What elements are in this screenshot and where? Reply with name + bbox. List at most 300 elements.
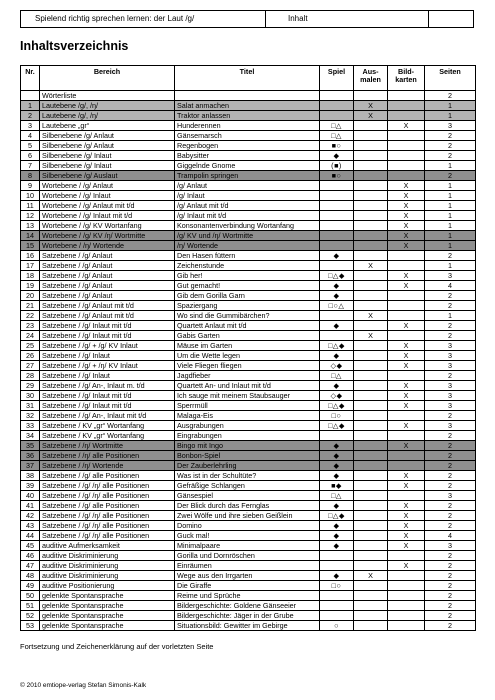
cell-seiten: 2: [425, 511, 476, 521]
cell-spiel: [320, 601, 354, 611]
cell-titel: Gut gemacht!: [175, 281, 320, 291]
cell-ausmalen: [354, 201, 388, 211]
cell-spiel: □△: [320, 371, 354, 381]
column-header-ausmalen: Aus-malen: [354, 66, 388, 91]
column-header-titel: Titel: [175, 66, 320, 91]
cell-bildkarten: [388, 431, 425, 441]
cell-ausmalen: [354, 581, 388, 591]
cell-bildkarten: [388, 261, 425, 271]
cell-nr: 36: [21, 451, 40, 461]
cell-seiten: 2: [425, 461, 476, 471]
table-row: [21, 261, 476, 271]
cell-ausmalen: [354, 341, 388, 351]
table-row: [21, 111, 476, 121]
table-row: [21, 431, 476, 441]
cell-spiel: □△◆: [320, 421, 354, 431]
cell-titel: Situationsbild: Gewitter im Gebirge: [175, 621, 320, 631]
table-row: [21, 511, 476, 521]
cell-spiel: ◆: [320, 531, 354, 541]
cell-nr: 35: [21, 441, 40, 451]
table-row: [21, 161, 476, 171]
cell-spiel: [320, 181, 354, 191]
cell-spiel: ■○: [320, 141, 354, 151]
column-header-nr: Nr.: [21, 66, 40, 91]
cell-ausmalen: [354, 561, 388, 571]
cell-spiel: ◇◆: [320, 391, 354, 401]
cell-titel: Traktor anlassen: [175, 111, 320, 121]
cell-bildkarten: [388, 491, 425, 501]
cell-bildkarten: X: [388, 241, 425, 251]
cell-bildkarten: [388, 301, 425, 311]
cell-bereich: gelenkte Spontansprache: [40, 601, 175, 611]
cell-seiten: 2: [425, 441, 476, 451]
cell-bildkarten: [388, 151, 425, 161]
cell-nr: 7: [21, 161, 40, 171]
cell-bereich: Satzebene / /g/ An-, Inlaut mit t/d: [40, 411, 175, 421]
cell-ausmalen: [354, 271, 388, 281]
cell-spiel: ■○: [320, 171, 354, 181]
cell-titel: Giggelnde Gnome: [175, 161, 320, 171]
table-body: [21, 91, 476, 631]
cell-bildkarten: X: [388, 541, 425, 551]
cell-bereich: Wortebene / /g/ Inlaut: [40, 191, 175, 201]
cell-seiten: 3: [425, 381, 476, 391]
cell-ausmalen: [354, 441, 388, 451]
cell-spiel: □○△: [320, 301, 354, 311]
cell-bildkarten: [388, 551, 425, 561]
table-row: [21, 311, 476, 321]
cell-bildkarten: X: [388, 531, 425, 541]
cell-spiel: ◇◆: [320, 361, 354, 371]
cell-nr: 33: [21, 421, 40, 431]
table-row: [21, 501, 476, 511]
cell-nr: [21, 91, 40, 101]
cell-nr: 29: [21, 381, 40, 391]
cell-ausmalen: X: [354, 311, 388, 321]
table-row: [21, 581, 476, 591]
cell-nr: 3: [21, 121, 40, 131]
cell-ausmalen: [354, 461, 388, 471]
cell-seiten: 4: [425, 531, 476, 541]
cell-bereich: gelenkte Spontansprache: [40, 621, 175, 631]
table-row: [21, 181, 476, 191]
cell-ausmalen: [354, 291, 388, 301]
cell-bildkarten: [388, 141, 425, 151]
cell-seiten: 2: [425, 501, 476, 511]
table-row: [21, 611, 476, 621]
cell-titel: Bildergeschichte: Goldene Gänseeier: [175, 601, 320, 611]
cell-seiten: 1: [425, 191, 476, 201]
cell-spiel: [320, 241, 354, 251]
cell-spiel: ◆: [320, 441, 354, 451]
cell-spiel: ◆: [320, 471, 354, 481]
cell-nr: 44: [21, 531, 40, 541]
cell-bildkarten: X: [388, 511, 425, 521]
cell-titel: Babysitter: [175, 151, 320, 161]
cell-ausmalen: [354, 211, 388, 221]
table-row: [21, 531, 476, 541]
cell-bildkarten: X: [388, 121, 425, 131]
cell-bildkarten: X: [388, 391, 425, 401]
cell-seiten: 1: [425, 101, 476, 111]
cell-seiten: 2: [425, 451, 476, 461]
cell-ausmalen: [354, 231, 388, 241]
cell-seiten: 1: [425, 161, 476, 171]
cell-bereich: Satzebene / /g/ + /ŋ/ KV Inlaut: [40, 361, 175, 371]
cell-spiel: ◆: [320, 461, 354, 471]
cell-ausmalen: [354, 131, 388, 141]
cell-spiel: ◆: [320, 321, 354, 331]
header-empty-cell: [429, 11, 473, 27]
cell-bereich: Wörterliste: [40, 91, 175, 101]
cell-ausmalen: [354, 121, 388, 131]
cell-nr: 12: [21, 211, 40, 221]
cell-nr: 52: [21, 611, 40, 621]
cell-seiten: 3: [425, 491, 476, 501]
cell-titel: Eingrabungen: [175, 431, 320, 441]
cell-seiten: 2: [425, 411, 476, 421]
cell-bereich: Satzebene / /g/ Anlaut: [40, 281, 175, 291]
table-row: [21, 601, 476, 611]
cell-bereich: Satzebene / /g/ Inlaut mit t/d: [40, 401, 175, 411]
cell-seiten: 2: [425, 601, 476, 611]
cell-ausmalen: [354, 611, 388, 621]
table-row: [21, 591, 476, 601]
cell-bereich: Satzebene / /g/ /ŋ/ alle Positionen: [40, 531, 175, 541]
cell-nr: 39: [21, 481, 40, 491]
cell-spiel: [320, 551, 354, 561]
cell-spiel: ◆: [320, 451, 354, 461]
cell-seiten: 1: [425, 211, 476, 221]
cell-ausmalen: [354, 301, 388, 311]
cell-spiel: [320, 91, 354, 101]
cell-spiel: □△◆: [320, 511, 354, 521]
cell-nr: 5: [21, 141, 40, 151]
table-row: [21, 221, 476, 231]
table-row: [21, 541, 476, 551]
cell-bereich: Satzebene / /g/ Anlaut: [40, 251, 175, 261]
cell-spiel: (■): [320, 161, 354, 171]
cell-titel: Salat anmachen: [175, 101, 320, 111]
cell-nr: 41: [21, 501, 40, 511]
cell-titel: Was ist in der Schultüte?: [175, 471, 320, 481]
cell-seiten: 2: [425, 611, 476, 621]
cell-ausmalen: [354, 541, 388, 551]
cell-bereich: Satzebene / /g/ Anlaut mit t/d: [40, 301, 175, 311]
cell-bereich: Satzebene / /g/ Anlaut mit t/d: [40, 311, 175, 321]
cell-bildkarten: [388, 581, 425, 591]
cell-bereich: auditive Positionierung: [40, 581, 175, 591]
cell-bildkarten: [388, 131, 425, 141]
cell-seiten: 2: [425, 371, 476, 381]
table-row: [21, 281, 476, 291]
cell-nr: 27: [21, 361, 40, 371]
table-header-row: [21, 66, 476, 91]
cell-titel: Malaga-Eis: [175, 411, 320, 421]
cell-spiel: ○: [320, 621, 354, 631]
cell-ausmalen: [354, 191, 388, 201]
cell-bildkarten: [388, 611, 425, 621]
cell-bereich: Satzebene / /ŋ/ alle Positionen: [40, 451, 175, 461]
cell-seiten: 1: [425, 311, 476, 321]
cell-bereich: Lautebene /g/, /ŋ/: [40, 101, 175, 111]
cell-titel: Gänsemarsch: [175, 131, 320, 141]
cell-bereich: Satzebene / /g/ Inlaut: [40, 351, 175, 361]
cell-seiten: 2: [425, 141, 476, 151]
cell-spiel: ◆: [320, 521, 354, 531]
cell-spiel: ◆: [320, 351, 354, 361]
cell-spiel: ■◆: [320, 481, 354, 491]
table-row: [21, 91, 476, 101]
cell-titel: /g/ Inlaut: [175, 191, 320, 201]
cell-bereich: Silbenebene /g/ Inlaut: [40, 151, 175, 161]
cell-ausmalen: [354, 451, 388, 461]
cell-ausmalen: [354, 621, 388, 631]
cell-spiel: [320, 431, 354, 441]
table-row: [21, 341, 476, 351]
cell-bildkarten: [388, 621, 425, 631]
cell-seiten: 1: [425, 221, 476, 231]
cell-titel: /g/ Anlaut mit t/d: [175, 201, 320, 211]
cell-titel: Bingo mit Ingo: [175, 441, 320, 451]
cell-bereich: Lautebene „gr“: [40, 121, 175, 131]
cell-bildkarten: X: [388, 321, 425, 331]
cell-nr: 1: [21, 101, 40, 111]
cell-ausmalen: [354, 411, 388, 421]
cell-nr: 30: [21, 391, 40, 401]
cell-nr: 9: [21, 181, 40, 191]
cell-nr: 13: [21, 221, 40, 231]
cell-titel: Bonbon-Spiel: [175, 451, 320, 461]
cell-seiten: 2: [425, 591, 476, 601]
cell-ausmalen: [354, 431, 388, 441]
cell-ausmalen: [354, 141, 388, 151]
cell-nr: 17: [21, 261, 40, 271]
cell-ausmalen: X: [354, 331, 388, 341]
cell-titel: Gänsespiel: [175, 491, 320, 501]
cell-spiel: ◆: [320, 501, 354, 511]
cell-nr: 18: [21, 271, 40, 281]
cell-spiel: [320, 111, 354, 121]
cell-spiel: [320, 561, 354, 571]
cell-titel: Die Giraffe: [175, 581, 320, 591]
cell-spiel: □△: [320, 491, 354, 501]
cell-seiten: 3: [425, 421, 476, 431]
table-row: [21, 551, 476, 561]
cell-seiten: 2: [425, 431, 476, 441]
cell-nr: 19: [21, 281, 40, 291]
cell-bildkarten: [388, 461, 425, 471]
cell-titel: Gabis Garten: [175, 331, 320, 341]
cell-bildkarten: [388, 331, 425, 341]
cell-ausmalen: X: [354, 261, 388, 271]
cell-bildkarten: X: [388, 401, 425, 411]
table-row: [21, 451, 476, 461]
cell-bildkarten: X: [388, 271, 425, 281]
cell-nr: 34: [21, 431, 40, 441]
cell-bereich: Wortebene / /g/ KV /ŋ/ Wortmitte: [40, 231, 175, 241]
cell-titel: Wege aus den Irrgarten: [175, 571, 320, 581]
cell-spiel: □△: [320, 121, 354, 131]
cell-titel: Einräumen: [175, 561, 320, 571]
cell-titel: /ŋ/ Wortende: [175, 241, 320, 251]
cell-bereich: Satzebene / /g/ /ŋ/ alle Positionen: [40, 491, 175, 501]
cell-nr: 45: [21, 541, 40, 551]
table-row: [21, 381, 476, 391]
cell-bereich: Silbenebene /g/ Anlaut: [40, 141, 175, 151]
cell-bereich: Silbenebene /g/ Auslaut: [40, 171, 175, 181]
cell-bereich: auditive Diskriminierung: [40, 571, 175, 581]
cell-seiten: 2: [425, 291, 476, 301]
cell-seiten: 2: [425, 301, 476, 311]
cell-bereich: Lautebene /g/, /ŋ/: [40, 111, 175, 121]
footnote: Fortsetzung und Zeichenerklärung auf der vorletzten Seite: [20, 642, 214, 651]
cell-nr: 40: [21, 491, 40, 501]
cell-bildkarten: X: [388, 341, 425, 351]
cell-seiten: 3: [425, 121, 476, 131]
cell-seiten: 1: [425, 201, 476, 211]
cell-titel: Mäuse im Garten: [175, 341, 320, 351]
cell-bildkarten: [388, 371, 425, 381]
cell-titel: Guck mal!: [175, 531, 320, 541]
cell-bereich: Satzebene / /g/ alle Positionen: [40, 471, 175, 481]
cell-nr: 47: [21, 561, 40, 571]
cell-nr: 11: [21, 201, 40, 211]
cell-titel: Zeichenstunde: [175, 261, 320, 271]
cell-bildkarten: [388, 111, 425, 121]
cell-nr: 6: [21, 151, 40, 161]
table-row: [21, 271, 476, 281]
cell-spiel: □△◆: [320, 271, 354, 281]
cell-titel: Gib dem Gorilla Garn: [175, 291, 320, 301]
cell-nr: 28: [21, 371, 40, 381]
cell-ausmalen: [354, 321, 388, 331]
table-row: [21, 361, 476, 371]
cell-bereich: Satzebene / /g/ An-, Inlaut m. t/d: [40, 381, 175, 391]
cell-bereich: Wortebene / /g/ Anlaut: [40, 181, 175, 191]
cell-bereich: Wortebene / /g/ KV Wortanfang: [40, 221, 175, 231]
cell-bildkarten: [388, 411, 425, 421]
column-header-seiten: Seiten: [425, 66, 476, 91]
contents-table: [20, 65, 476, 631]
cell-titel: Reime und Sprüche: [175, 591, 320, 601]
table-row: [21, 401, 476, 411]
cell-bildkarten: X: [388, 481, 425, 491]
cell-nr: 2: [21, 111, 40, 121]
table-row: [21, 561, 476, 571]
cell-spiel: [320, 611, 354, 621]
cell-seiten: 2: [425, 471, 476, 481]
cell-ausmalen: [354, 591, 388, 601]
cell-bereich: gelenkte Spontansprache: [40, 611, 175, 621]
cell-bereich: Satzebene / /ŋ/ Wortende: [40, 461, 175, 471]
cell-bildkarten: X: [388, 561, 425, 571]
table-row: [21, 491, 476, 501]
cell-nr: 16: [21, 251, 40, 261]
cell-spiel: □△◆: [320, 341, 354, 351]
table-row: [21, 481, 476, 491]
cell-bildkarten: X: [388, 281, 425, 291]
table-row: [21, 331, 476, 341]
cell-bereich: auditive Aufmerksamkeit: [40, 541, 175, 551]
cell-ausmalen: [354, 91, 388, 101]
cell-titel: Gefräßige Schlangen: [175, 481, 320, 491]
copyright: © 2010 emtiope-verlag Stefan Simonis-Kalk: [20, 682, 147, 689]
cell-seiten: 4: [425, 281, 476, 291]
cell-titel: Spaziergang: [175, 301, 320, 311]
cell-seiten: 2: [425, 331, 476, 341]
cell-ausmalen: [354, 511, 388, 521]
cell-ausmalen: [354, 251, 388, 261]
cell-bildkarten: [388, 91, 425, 101]
cell-nr: 42: [21, 511, 40, 521]
cell-bereich: Satzebene / /g/ + /g/ KV Inlaut: [40, 341, 175, 351]
table-row: [21, 301, 476, 311]
cell-bildkarten: [388, 311, 425, 321]
table-row: [21, 251, 476, 261]
cell-seiten: 3: [425, 401, 476, 411]
cell-titel: Hunderennen: [175, 121, 320, 131]
table-row: [21, 461, 476, 471]
cell-bereich: Satzebene / /g/ Inlaut mit t/d: [40, 391, 175, 401]
table-row: [21, 241, 476, 251]
cell-bildkarten: X: [388, 361, 425, 371]
cell-ausmalen: [354, 361, 388, 371]
cell-bildkarten: X: [388, 381, 425, 391]
table-row: [21, 231, 476, 241]
cell-bereich: Satzebene / /g/ /ŋ/ alle Positionen: [40, 511, 175, 521]
cell-bereich: Satzebene / /g/ Inlaut mit t/d: [40, 331, 175, 341]
cell-titel: /g/ Inlaut mit t/d: [175, 211, 320, 221]
cell-bereich: Satzebene / /g/ alle Positionen: [40, 501, 175, 511]
table-row: [21, 191, 476, 201]
table-row: [21, 521, 476, 531]
cell-titel: Bildergeschichte: Jäger in der Grube: [175, 611, 320, 621]
cell-nr: 48: [21, 571, 40, 581]
cell-nr: 37: [21, 461, 40, 471]
cell-ausmalen: [354, 281, 388, 291]
cell-titel: Quartett Anlaut mit t/d: [175, 321, 320, 331]
cell-ausmalen: [354, 421, 388, 431]
cell-seiten: 2: [425, 551, 476, 561]
cell-seiten: 3: [425, 351, 476, 361]
cell-ausmalen: [354, 601, 388, 611]
cell-spiel: ◆: [320, 541, 354, 551]
cell-bildkarten: X: [388, 351, 425, 361]
cell-titel: Zwei Wölfe und ihre sieben Geißlein: [175, 511, 320, 521]
cell-bildkarten: X: [388, 501, 425, 511]
cell-ausmalen: [354, 371, 388, 381]
cell-nr: 22: [21, 311, 40, 321]
cell-seiten: 2: [425, 481, 476, 491]
cell-titel: Sperrmüll: [175, 401, 320, 411]
cell-bereich: Silbenebene /g/ Anlaut: [40, 131, 175, 141]
cell-nr: 15: [21, 241, 40, 251]
cell-bildkarten: X: [388, 471, 425, 481]
table-row: [21, 391, 476, 401]
cell-bildkarten: [388, 571, 425, 581]
cell-bildkarten: [388, 601, 425, 611]
cell-titel: /g/ KV und /ŋ/ Wortmitte: [175, 231, 320, 241]
cell-spiel: [320, 231, 354, 241]
table-row: [21, 151, 476, 161]
cell-seiten: 2: [425, 561, 476, 571]
cell-ausmalen: [354, 471, 388, 481]
cell-spiel: □○: [320, 411, 354, 421]
cell-nr: 26: [21, 351, 40, 361]
cell-ausmalen: X: [354, 111, 388, 121]
cell-titel: Konsonantenverbindung Wortanfang: [175, 221, 320, 231]
